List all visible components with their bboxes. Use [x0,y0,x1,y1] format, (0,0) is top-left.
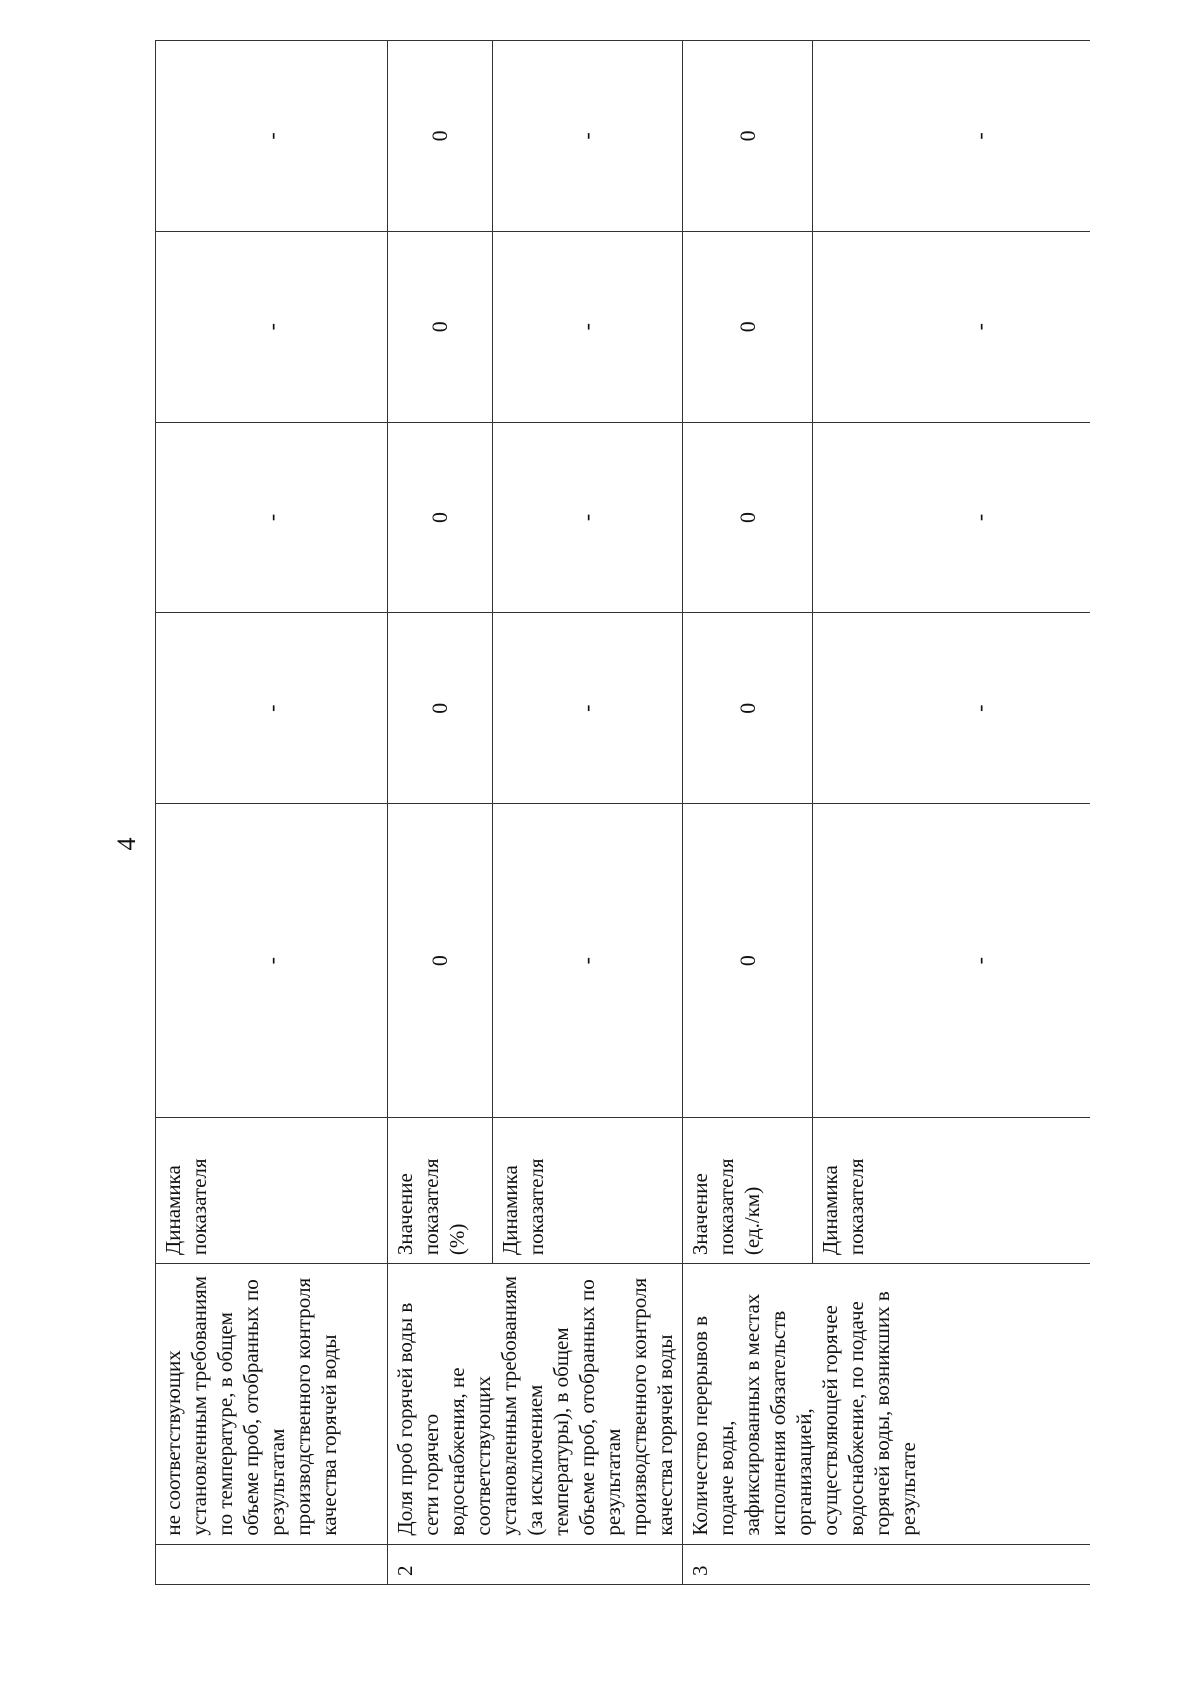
value-cell: 0 [683,422,813,613]
table-row [156,41,388,1585]
row-number: 2 [388,1544,683,1584]
table-rotation-frame [155,40,1090,1585]
value-cell: 0 [388,231,493,422]
metric-label: Значение показателя (%) [388,1118,493,1264]
value-cell: - [813,804,1091,1118]
value-cell: 0 [683,804,813,1118]
indicator-description: не соответствующих установленным требованиям по температуре, в общем объеме проб, отобранных по результатам производственного контроля качества горячей воды [156,1264,388,1545]
value-cell: 0 [388,804,493,1118]
value-cell: 0 [388,613,493,804]
value-cell: - [813,231,1091,422]
page-number: 4 [112,837,141,851]
value-cell: - [813,41,1091,232]
value-cell: - [156,422,388,613]
indicators-table [155,40,1090,1585]
indicator-description: Количество перерывов в подаче воды, зафиксированных в местах исполнения обязательств организацией, осуществляющей горячее водоснабжение, по подаче горячей воды, возникших в результате [683,1264,1091,1545]
value-cell: 0 [683,41,813,232]
metric-label: Динамика показателя [156,1118,388,1264]
value-cell: - [492,41,682,232]
value-cell: - [156,804,388,1118]
indicator-description: Доля проб горячей воды в сети горячего водоснабжения, не соответствующих установленным требованиям (за исключением температуры), в общем объеме проб, отобранных по результатам производственного контроля качества горячей воды [388,1264,683,1545]
value-cell: - [492,422,682,613]
metric-label: Динамика показателя [492,1118,682,1264]
row-number: 3 [683,1544,1091,1584]
value-cell: - [156,41,388,232]
metric-label: Динамика показателя [813,1118,1091,1264]
row-number [156,1544,388,1584]
value-cell: - [813,613,1091,804]
value-cell: - [156,613,388,804]
table-row [683,41,813,1585]
value-cell: 0 [683,613,813,804]
value-cell: 0 [683,231,813,422]
value-cell: - [492,804,682,1118]
value-cell: 0 [388,422,493,613]
value-cell: 0 [388,41,493,232]
value-cell: - [492,613,682,804]
value-cell: - [813,422,1091,613]
metric-label: Значение показателя (ед./км) [683,1118,813,1264]
table-wrapper [155,40,1090,1585]
value-cell: - [492,231,682,422]
table-row [388,41,493,1585]
value-cell: - [156,231,388,422]
